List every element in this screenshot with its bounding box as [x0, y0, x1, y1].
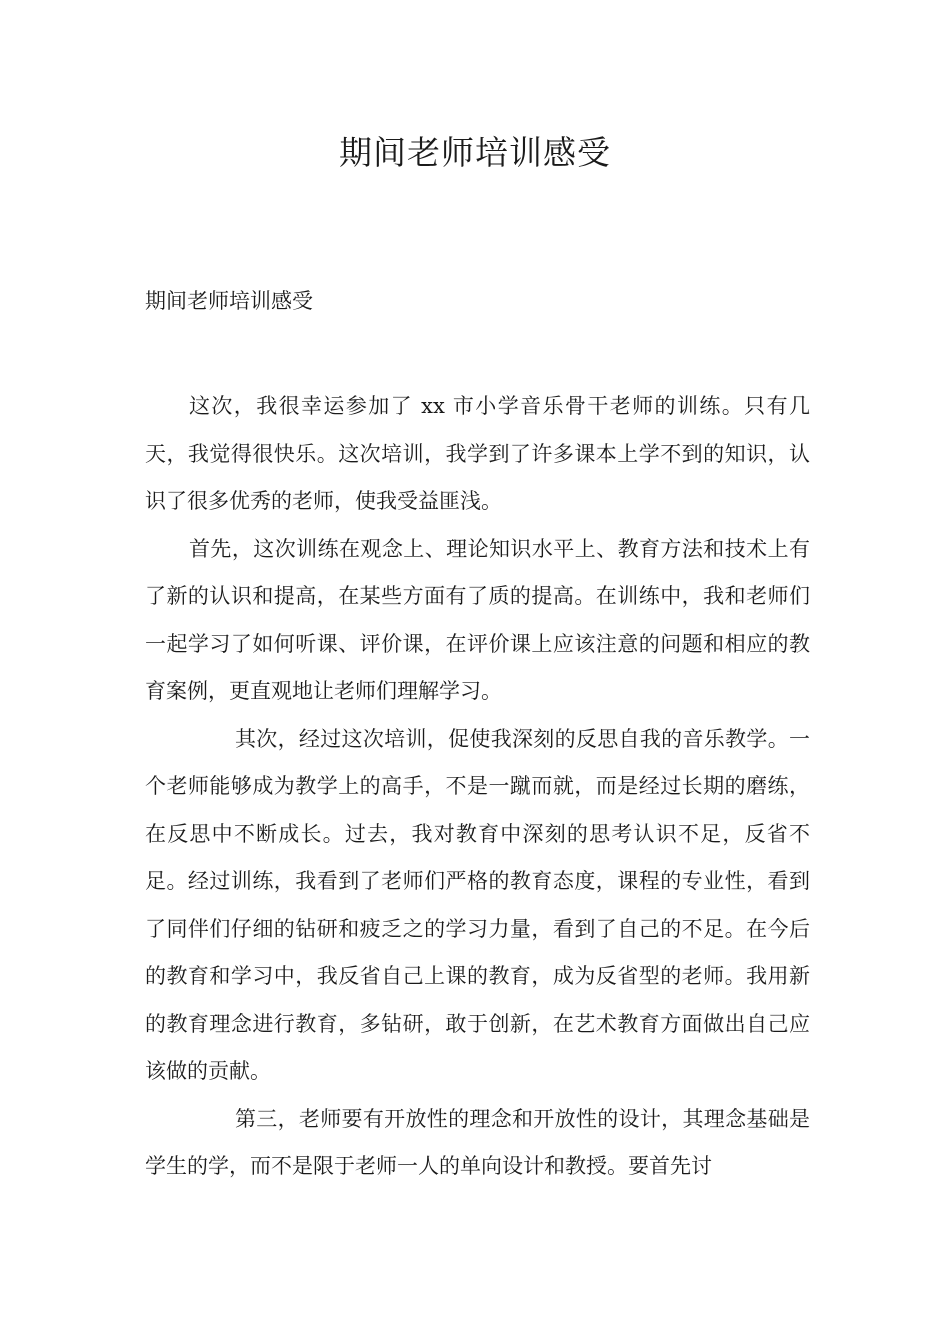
- paragraph-4: 第三，老师要有开放性的理念和开放性的设计，其理念基础是学生的学，而不是限于老师一人的单向设计和教授。要首先讨: [145, 1106, 810, 1178]
- document-title: 期间老师培训感受: [339, 133, 611, 172]
- paragraph-3: 其次，经过这次培训，促使我深刻的反思自我的音乐教学。一个老师能够成为教学上的高手，不是一蹴而就，而是经过长期的磨练，在反思中不断成长。过去，我对教育中深刻的思考认识不足，反省不足。经过训练，我看到了老师们严格的教育态度，课程的专业性，看到了同伴们仔细的钻研和疲乏之的学习力量，看到了自己的不足。在今后的教育和学习中，我反省自己上课的教育，成为反省型的老师。我用新的教育理念进行教育，多钻研，敢于创新，在艺术教育方面做出自己应该做的贡献。: [145, 726, 810, 1083]
- document-subtitle: 期间老师培训感受: [145, 289, 313, 313]
- document-body: [145, 383, 810, 1191]
- paragraph-1: 这次，我很幸运参加了 xx 市小学音乐骨干老师的训练。只有几天，我觉得很快乐。这次培训，我学到了许多课本上学不到的知识，认识了很多优秀的老师，使我受益匪浅。: [145, 394, 810, 513]
- paragraph-2: 首先，这次训练在观念上、理论知识水平上、教育方法和技术上有了新的认识和提高，在某些方面有了质的提高。在训练中，我和老师们一起学习了如何听课、评价课，在评价课上应该注意的问题和相应的教育案例，更直观地让老师们理解学习。: [145, 536, 810, 703]
